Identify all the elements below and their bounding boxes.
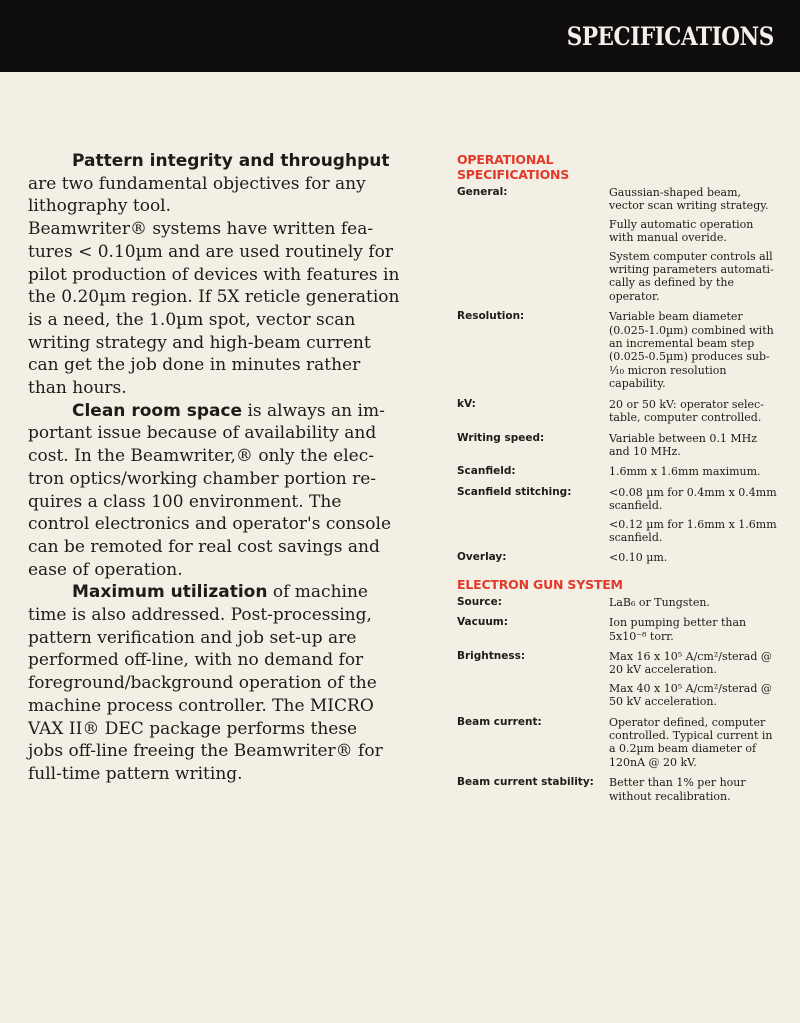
text-line: quires a class 100 environment. The: [28, 491, 342, 512]
spec-value: 1.6mm x 1.6mm maximum.: [609, 465, 761, 479]
spec-value: Better than 1% per hour without recalibration.: [609, 776, 746, 803]
spec-value: Variable beam diameter (0.025-1.0µm) combined with an incremental beam step (0.025-0.5µm) produces sub- ¹⁄₁₀ micron resolution capability.: [609, 310, 774, 391]
page-title: SPECIFICATIONS: [566, 22, 774, 51]
spec-row-vacuum: [457, 616, 777, 643]
text-line: time is also addressed. Post-processing,: [28, 605, 372, 626]
text-line: control electronics and operator's console: [28, 514, 392, 535]
text-line: tures < 0.10µm and are used routinely for: [28, 241, 393, 262]
narrative-column: [28, 150, 400, 786]
heading-line: OPERATIONAL: [457, 152, 554, 167]
spec-label: General:: [457, 186, 508, 198]
spec-value: Max 40 x 10⁵ A/cm²/sterad @ 50 kV acceleration.: [609, 681, 772, 709]
text-line: tron optics/working chamber portion re-: [28, 468, 377, 489]
text-line: full-time pattern writing.: [28, 763, 243, 784]
text-line: pilot production of devices with features in: [28, 264, 400, 285]
spec-label: Vacuum:: [457, 616, 508, 629]
spec-value: LaB₆ or Tungsten.: [609, 595, 710, 609]
spec-label: Resolution:: [457, 310, 525, 323]
text-line: can get the job done in minutes rather: [28, 355, 361, 376]
text-line: VAX II® DEC package performs these: [28, 718, 358, 739]
text-line: is always an im-: [242, 400, 385, 421]
narrative-paragraph-2: [28, 400, 400, 582]
narrative-paragraph-1: [28, 150, 400, 400]
text-line: ease of operation.: [28, 559, 183, 580]
spec-row-brightness: [457, 650, 777, 709]
spec-value: Max 16 x 10⁵ A/cm²/sterad @ 20 kV acceleration.: [609, 649, 772, 677]
lead-phrase: Clean room space: [72, 400, 243, 421]
spec-label: Beam current:: [457, 715, 542, 728]
text-line: machine process controller. The MICRO: [28, 695, 374, 716]
text-line: are two fundamental objectives for any: [28, 173, 366, 194]
heading-line: SPECIFICATIONS: [457, 167, 570, 182]
spec-row-scanfield: [457, 465, 777, 478]
text-line: writing strategy and high-beam current: [28, 332, 371, 353]
text-line: lithography tool.: [28, 196, 172, 217]
spec-value: Operator defined, computer controlled. Typical current in a 0.2µm beam diameter of 120nA @ 20 kV.: [609, 715, 773, 769]
text-line: the 0.20µm region. If 5X reticle generation: [28, 287, 400, 308]
spec-row-source: [457, 596, 777, 609]
spec-label: kV:: [457, 397, 476, 410]
spec-row-general: [457, 186, 777, 303]
text-line: of machine: [267, 582, 368, 603]
text-line: cost. In the Beamwriter,® only the elec-: [28, 446, 375, 467]
spec-value: <0.08 µm for 0.4mm x 0.4mm scanfield.: [609, 485, 777, 513]
spec-label: Scanfield stitching:: [457, 485, 572, 498]
spec-value: <0.10 µm.: [609, 551, 668, 565]
spec-value: Gaussian-shaped beam, vector scan writing strategy.: [609, 186, 769, 213]
text-line: Beamwriter® systems have written fea-: [28, 219, 374, 240]
spec-row-beam-current-stability: [457, 776, 777, 803]
text-line: jobs off-line freeing the Beamwriter® for: [28, 741, 383, 762]
spec-value: 20 or 50 kV: operator selec-table, computer controlled.: [609, 397, 764, 425]
lead-phrase: Maximum utilization: [72, 582, 268, 603]
spec-value: Variable between 0.1 MHz and 10 MHz.: [609, 431, 758, 458]
text-line: pattern verification and job set-up are: [28, 627, 357, 648]
text-line: than hours.: [28, 378, 127, 399]
spec-label: Brightness:: [457, 649, 526, 662]
text-line: portant issue because of availability and: [28, 423, 377, 444]
lead-phrase: Pattern integrity and throughput: [72, 151, 390, 171]
spec-row-scanfield-stitching: [457, 486, 777, 545]
spec-row-kv: [457, 398, 777, 425]
spec-row-resolution: [457, 310, 777, 390]
narrative-paragraph-3: [28, 581, 400, 785]
operational-specs-heading: [457, 152, 777, 182]
electron-gun-heading: ELECTRON GUN SYSTEM: [457, 576, 623, 592]
spec-label: Writing speed:: [457, 431, 545, 444]
spec-value: Ion pumping better than 5x10⁻⁸ torr.: [609, 616, 747, 643]
spec-label: Source:: [457, 595, 502, 608]
spec-value: Fully automatic operation with manual overide.: [609, 217, 754, 245]
spec-row-beam-current: [457, 716, 777, 770]
header-band: [0, 0, 800, 72]
text-line: can be remoted for real cost savings and: [28, 536, 380, 557]
spec-label: Overlay:: [457, 551, 507, 564]
spec-label: Scanfield:: [457, 465, 516, 478]
spec-value: System computer controls all writing parameters automati-cally as defined by the operator.: [609, 249, 774, 303]
text-line: foreground/background operation of the: [28, 673, 377, 694]
spec-row-writing-speed: [457, 432, 777, 459]
text-line: performed off-line, with no demand for: [28, 650, 364, 671]
spec-row-overlay: [457, 551, 777, 564]
spec-label: Beam current stability:: [457, 776, 594, 789]
spec-value: <0.12 µm for 1.6mm x 1.6mm scanfield.: [609, 517, 777, 544]
text-line: is a need, the 1.0µm spot, vector scan: [28, 309, 356, 330]
specs-column: [457, 152, 777, 810]
